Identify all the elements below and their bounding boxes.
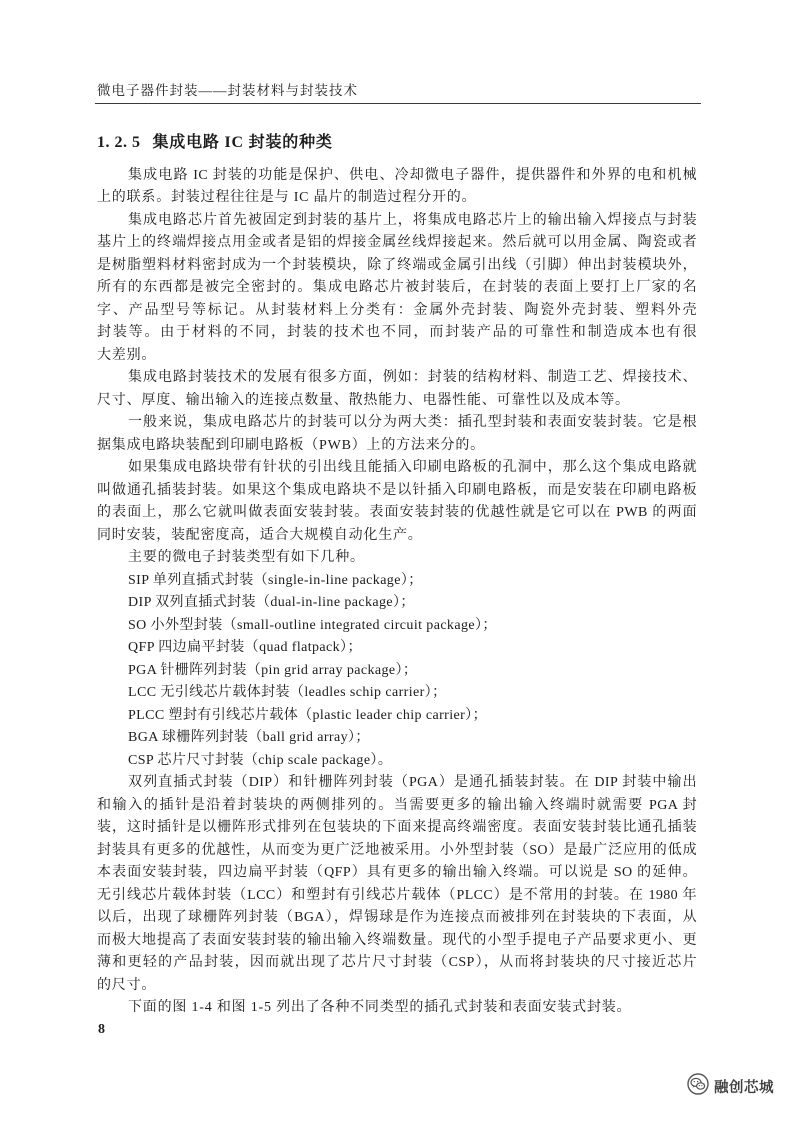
paragraph-line: 尺寸、厚度、输出输入的连接点数量、散热能力、电器性能、可靠性以及成本等。: [97, 392, 630, 408]
paragraph-line: 本表面安装封装，四边扁平封装（QFP）具有更多的输出输入终端。可以说是 SO 的延伸。: [97, 865, 697, 881]
paragraph-line: 大差别。: [97, 347, 157, 363]
paragraph-line: 是树脂塑料材料密封成为一个封装模块，除了终端或金属引出线（引脚）伸出封装模块外，: [97, 257, 697, 273]
paragraph-line: 以后，出现了球栅阵列封装（BGA），焊锡球是作为连接点而被排列在封装块的下表面，从: [97, 910, 697, 926]
list-item: LCC 无引线芯片载体封装（leadles schip carrier）；: [128, 685, 447, 701]
watermark-text: 融创芯城: [714, 1079, 774, 1096]
paragraph-line: 叫做通孔插装封装。如果这个集成电路块不是以针插入印刷电路板，而是安装在印刷电路板: [97, 482, 697, 498]
paragraph-figure-reference: [97, 997, 697, 1020]
list-item: PGA 针栅阵列封装（pin grid array package）；: [128, 662, 418, 678]
paragraph-line: 字、产品型号等标记。从封装材料上分类有：金属外壳封装、陶瓷外壳封装、塑料外壳: [97, 302, 697, 318]
body-text: [97, 165, 697, 1020]
list-item: QFP 四边扁平封装（quad flatpack）；: [128, 640, 362, 656]
list-item: SIP 单列直插式封装（single-in-line package）；: [128, 572, 423, 588]
paragraph-line: 薄和更轻的产品封装，因而就出现了芯片尺寸封装（CSP），从而将封装块的尺寸接近芯片: [97, 955, 697, 971]
paragraph-line: 据集成电路块装配到印刷电路板（PWB）上的方法来分的。: [97, 437, 485, 453]
wechat-icon: [687, 1073, 709, 1100]
paragraph-line: 所有的东西都是被完全密封的。集成电路芯片被封装后，在封装的表面上要打上厂家的名: [97, 280, 697, 296]
paragraph-line: 集成电路封装技术的发展有很多方面，例如：封装的结构材料、制造工艺、焊接技术、: [128, 370, 697, 386]
paragraph-technology-aspects: [97, 367, 697, 412]
list-item: PLCC 塑封有引线芯片载体（plastic leader chip carrier）；: [128, 707, 487, 723]
paragraph-ic-package-function: [97, 165, 697, 210]
paragraph-line: 集成电路芯片首先被固定到封装的基片上，将集成电路芯片上的输出输入焊接点与封装: [128, 212, 697, 228]
paragraph-line: 主要的微电子封装类型有如下几种。: [128, 550, 365, 566]
paragraph-line: 同时安装，装配密度高，适合大规模自动化生产。: [97, 527, 423, 543]
paragraph-packaging-process: [97, 210, 697, 368]
paragraph-line: 如果集成电路块带有针状的引出线且能插入印刷电路板的孔洞中，那么这个集成电路就: [128, 460, 697, 476]
paragraph-line: 装，这时插针是以栅阵形式排列在包装块的下面来提高终端密度。表面安装封装比通孔插装: [97, 820, 697, 836]
list-item: BGA 球栅阵列封装（ball grid array）；: [128, 730, 370, 746]
paragraph-through-hole-vs-surface-mount: [97, 457, 697, 547]
paragraph-line: 无引线芯片载体封装（LCC）和塑封有引线芯片载体（PLCC）是不常用的封装。在 1980 年: [97, 887, 697, 903]
section-number: 1. 2. 5: [97, 134, 141, 151]
section-title: 集成电路 IC 封装的种类: [152, 134, 333, 151]
paragraph-line: 封装等。由于材料的不同，封装的技术也不同，而封装产品的可靠性和制造成本也有很: [97, 325, 697, 341]
header-rule: [95, 103, 701, 104]
paragraph-line: 基片上的终端焊接点用金或者是铝的焊接金属丝线焊接起来。然后就可以用金属、陶瓷或者: [97, 235, 697, 251]
page-number: 8: [98, 1022, 105, 1037]
paragraph-line: 集成电路 IC 封装的功能是保护、供电、冷却微电子器件，提供器件和外界的电和机械: [128, 167, 697, 183]
paragraph-line: 下面的图 1-4 和图 1-5 列出了各种不同类型的插孔式封装和表面安装式封装。: [128, 1000, 632, 1016]
paragraph-line: 一般来说，集成电路芯片的封装可以分为两大类：插孔型封装和表面安装封装。它是根: [128, 415, 697, 431]
paragraph-line: 而极大地提高了表面安装封装的输出输入终端数量。现代的小型手提电子产品要求更小、更: [97, 932, 697, 948]
section-heading: [97, 133, 333, 153]
watermark: [687, 1074, 774, 1098]
paragraph-line: 的尺寸。: [97, 977, 157, 993]
running-head: 微电子器件封装——封装材料与封装技术: [97, 83, 358, 98]
list-item: SO 小外型封装（small-outline integrated circuit package）；: [128, 617, 497, 633]
paragraph-line: 的表面上，那么它就叫做表面安装封装。表面安装封装的优越性就是它可以在 PWB 的两面: [97, 505, 697, 521]
paragraph-line: 上的联系。封装过程往往是与 IC 晶片的制造过程分开的。: [97, 190, 477, 206]
list-item: DIP 双列直插式封装（dual-in-line package）；: [128, 595, 415, 611]
paragraph-line: 封装具有更多的优越性，从而变为更广泛地被采用。小外型封装（SO）是最广泛应用的低成: [97, 842, 697, 858]
paragraph-line: 和输入的插针是沿着封装块的两侧排列的。当需要更多的输出输入终端时就需要 PGA 封: [97, 797, 697, 813]
paragraph-package-comparison: [97, 772, 697, 997]
package-type-list: [97, 570, 697, 773]
list-item: CSP 芯片尺寸封装（chip scale package）。: [128, 752, 393, 768]
paragraph-line: 双列直插式封装（DIP）和针栅阵列封装（PGA）是通孔插装封装。在 DIP 封装中输出: [128, 775, 697, 791]
paragraph-two-categories: [97, 412, 697, 457]
paragraph-list-intro: [97, 547, 697, 570]
